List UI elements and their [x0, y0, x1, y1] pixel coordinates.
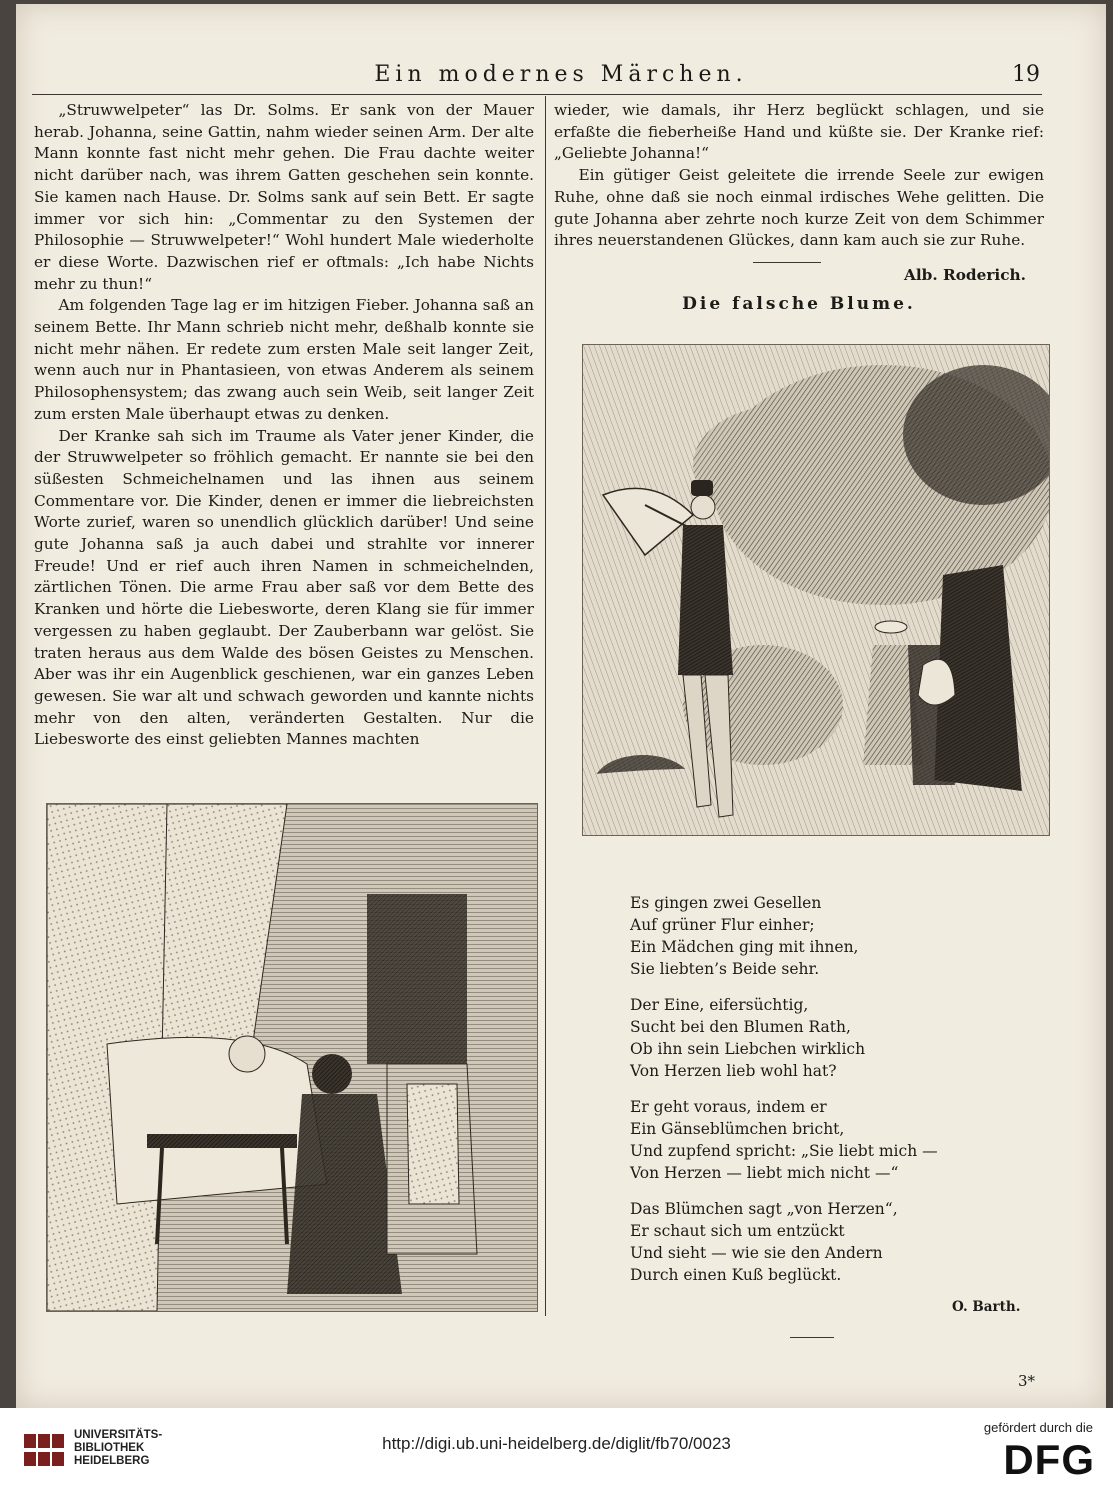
signature-mark: 3* [1018, 1372, 1036, 1390]
poem-line: Ob ihn sein Liebchen wirklich [630, 1040, 866, 1058]
scanned-page [16, 4, 1106, 1408]
paragraph: Der Kranke sah sich im Traume als Vater jener Kinder, die der Struwwelpeter so fröhlich gemacht. Er nannte sie bei den süßesten Schmeichelnamen und las ihnen aus seinem Commentare vor. Die Kinder, denen er immer die liebreichsten Worte zurief, waren so unendlich glücklich darüber! Und seine gute Johanna saß ja auch dabei und strahlte vor innerer Freude! Und er rief auch ihren Namen in schmeichelnden, zärtlichen Tönen. Die arme Frau aber saß vor dem Bette des Kranken und hörte die Liebesworte, deren Klang sie für immer vergessen zu haben geglaubt. Der Zauberbann war gelöst. Sie traten heraus aus dem Walde des bösen Geistes zu Menschen. Aber was ihr ein Augenblick geschienen, war ein ganzes Leben gewesen. Sie war alt und schwach geworden und kannte nichts mehr von den alten, veränderten Gestalten. Nur die Liebesworte des einst geliebten Mannes machten [34, 426, 534, 749]
poem-line: Sie liebten’s Beide sehr. [630, 960, 820, 978]
library-line: BIBLIOTHEK [74, 1442, 145, 1454]
page-number: 19 [1012, 62, 1040, 87]
poem-line: Der Eine, eifersüchtig, [630, 996, 809, 1014]
footer-bar [0, 1408, 1113, 1489]
poem-line: Durch einen Kuß beglückt. [630, 1266, 842, 1284]
paragraph: Ein gütiger Geist geleitete die irrende Seele zur ewigen Ruhe, ohne daß sie noch einmal irdisches Wehe gelitten. Die gute Johanna aber zehrte noch kurze Zeit von dem Schimmer ihres neuerstandenen Glückes, dann kam auch sie zur Ruhe. [554, 166, 1044, 250]
paragraph: wieder, wie damals, ihr Herz beglückt schlagen, und sie erfaßte die fieberheiße Hand und küßte sie. Der Kranke rief: „Geliebte Johanna!“ [554, 101, 1044, 163]
poem-line: Von Herzen lieb wohl hat? [630, 1062, 837, 1080]
poem-title: Die falsche Blume. [682, 294, 916, 314]
source-url-link[interactable]: http://digi.ub.uni-heidelberg.de/diglit/fb70/0023 [382, 1434, 731, 1453]
stanza [630, 1096, 1050, 1184]
poem-line: Von Herzen — liebt mich nicht —“ [630, 1164, 899, 1182]
end-rule [790, 1337, 834, 1338]
poem-author: O. Barth. [952, 1299, 1021, 1315]
separator-rule [753, 262, 821, 263]
poem-line: Das Blümchen sagt „von Herzen“, [630, 1200, 898, 1218]
poem-line: Es gingen zwei Gesellen [630, 894, 822, 912]
funder-text: gefördert durch die [983, 1420, 1093, 1435]
poem-line: Auf grüner Flur einher; [630, 916, 815, 934]
poem-line: Er geht voraus, indem er [630, 1098, 827, 1116]
poem-line: Er schaut sich um entzückt [630, 1222, 845, 1240]
poem [630, 892, 1050, 1300]
dfg-logo: DFG [1003, 1436, 1095, 1483]
header-rule [32, 94, 1042, 95]
garden-couple-engraving [582, 344, 1050, 836]
stanza [630, 994, 1050, 1082]
left-column [34, 100, 534, 751]
library-line: HEIDELBERG [74, 1455, 150, 1467]
story-author: Alb. Roderich. [903, 265, 1026, 284]
stanza [630, 1198, 1050, 1286]
poem-line: Ein Mädchen ging mit ihnen, [630, 938, 859, 956]
stanza [630, 892, 1050, 980]
paragraph: „Struwwelpeter“ las Dr. Solms. Er sank von der Mauer herab. Johanna, seine Gattin, nahm wieder seinen Arm. Der alte Mann konnte fast nicht mehr gehen. Die Frau dachte weiter nicht darüber nach, was ihrem Gatten geschehen sein konnte. Sie kamen nach Hause. Dr. Solms sank auf sein Bett. Er sagte immer vor sich hin: „Commentar zu den Systemen der Philosophie — Struwwelpeter!“ Wohl hundert Male wiederholte er diese Worte. Dazwischen rief er oftmals: „Ich habe Nichts mehr zu thun!“ [34, 101, 534, 293]
page-header [16, 62, 1106, 92]
poem-line: Und zupfend spricht: „Sie liebt mich — [630, 1142, 938, 1160]
right-column [554, 100, 1044, 287]
paragraph: Am folgenden Tage lag er im hitzigen Fieber. Johanna saß an seinem Bette. Ihr Mann schrieb nicht mehr, deßhalb konnte sie nicht mehr nähen. Er redete zum ersten Male seit langer Zeit, wenn auch nur in Phantasieen, von etwas Anderem als seinem Philosophensystem; das zwang auch sein Weib, seit langer Zeit zum ersten Male überhaupt etwas zu denken. [34, 296, 534, 423]
poem-line: Und sieht — wie sie den Andern [630, 1244, 883, 1262]
poem-line: Ein Gänseblümchen bricht, [630, 1120, 845, 1138]
sickbed-engraving [46, 803, 538, 1312]
poem-line: Sucht bei den Blumen Rath, [630, 1018, 851, 1036]
column-divider [545, 96, 546, 1316]
running-title: Ein modernes Märchen. [374, 62, 748, 87]
library-line: UNIVERSITÄTS- [74, 1429, 163, 1441]
